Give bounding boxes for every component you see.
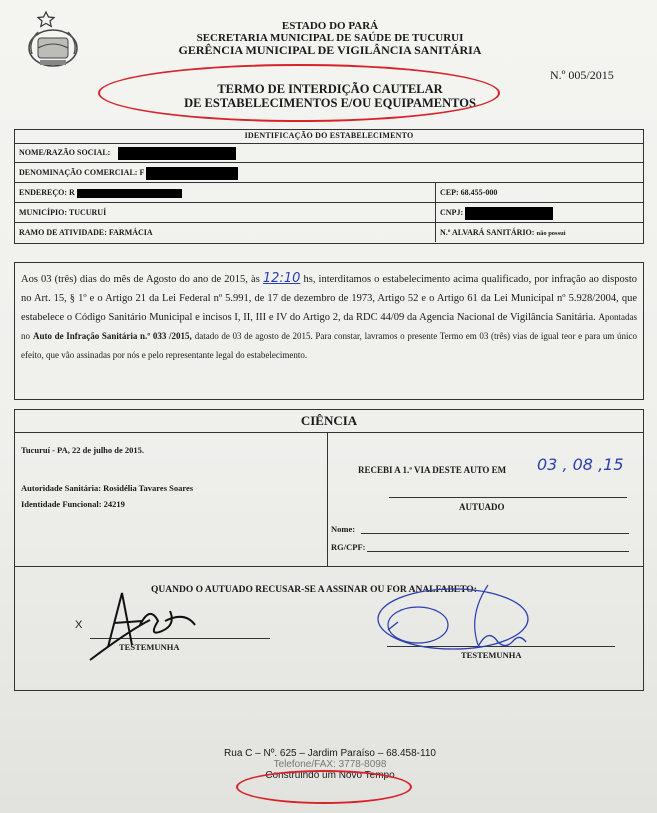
autuado-label: AUTUADO xyxy=(459,502,505,512)
witness-1-signature xyxy=(70,585,220,665)
cnpj-field xyxy=(435,203,646,222)
paragraph-part-5: datado de 03 de agosto de 2015. Para constar, lavramos o presente Termo em 03 (três) vias de igual teor e para um único efeito, que vão assinadas por nós e pelo representante legal do estabelecimento. xyxy=(21,331,638,360)
identification-section xyxy=(14,129,644,244)
ciencia-horizontal-rule xyxy=(15,566,643,567)
identification-title: IDENTIFICAÇÃO DO ESTABELECIMENTO xyxy=(15,130,643,144)
redacted-name xyxy=(118,147,236,160)
footer-motto: Construindo um Novo Tempo xyxy=(265,770,395,781)
redacted-cnpj xyxy=(465,207,553,220)
redacted-trade-name xyxy=(146,167,238,180)
ciencia-divider xyxy=(327,432,328,566)
interdiction-paragraph xyxy=(14,262,644,400)
rg-cpf-line[interactable] xyxy=(367,551,629,552)
state-name: ESTADO DO PARÁ xyxy=(281,20,379,32)
received-label: RECEBI A 1.ª VIA DESTE AUTO EM xyxy=(358,465,507,475)
infraction-notice-ref: Auto de Infração Sanitária n.º 033 /2015, xyxy=(33,331,192,341)
name-field-line[interactable] xyxy=(361,533,629,534)
document-header xyxy=(120,20,540,56)
activity-row xyxy=(15,223,643,243)
place-date: Tucuruí - PA, 22 de julho de 2015. xyxy=(21,445,145,455)
handwritten-receipt-date: 03 , 08 ,15 xyxy=(537,455,624,474)
permit-label: N.º ALVARÁ SANITÁRIO: xyxy=(440,228,535,237)
cnpj-label: CNPJ: xyxy=(440,208,464,217)
footer-phone: Telefone/FAX: 3778-8098 xyxy=(273,759,387,770)
autuado-signature-line xyxy=(389,497,627,498)
trade-name-row xyxy=(15,163,643,183)
trade-name-prefix: F xyxy=(139,168,145,177)
name-label: NOME/RAZÃO SOCIAL: xyxy=(19,148,111,157)
name-field-label: Nome: xyxy=(331,524,356,534)
paragraph-part-2: hs, interditamos o estabelecimento acima qualificado, por infração ao disposto no Art. 15, § 1º e o Artigo 21 da Lei Federal nº 5.991, de 17 de dezembro de 1973, Artigo 52 e o Artigo 61 da Lei Municipal nº 5.928/2004, que estabelece o Código Sanitário Municipal e incisos I, II, III e IV do Artigo 2, da RDC 44/09 da Agencia Nacional de Vigilância Sanitária. xyxy=(21,274,638,323)
title-line-2: DE ESTABELECIMENTOS E/OU EQUIPAMENTOS xyxy=(184,96,476,110)
management-name: GERÊNCIA MUNICIPAL DE VIGILÂNCIA SANITÁRIA xyxy=(178,43,482,57)
footer-address: Rua C – Nº. 625 – Jardim Paraíso – 68.458-110 xyxy=(224,748,436,759)
witness-mark: X xyxy=(75,619,83,631)
ciencia-title: CIÊNCIA xyxy=(15,410,643,433)
permit-value: não possui xyxy=(536,230,566,237)
trade-name-label: DENOMINAÇÃO COMERCIAL: xyxy=(19,168,138,177)
health-authority: Autoridade Sanitária: Rosidélia Tavares Soares xyxy=(21,483,194,493)
permit-field xyxy=(435,223,646,242)
secretariat-name: SECRETARIA MUNICIPAL DE SAÚDE DE TUCURUI xyxy=(196,32,464,44)
address-prefix: R xyxy=(69,188,75,197)
redacted-address xyxy=(77,189,182,198)
city-label: MUNICÍPIO: TUCURUÍ xyxy=(19,208,107,217)
handwritten-time: 12:10 xyxy=(262,271,301,286)
name-row xyxy=(15,143,643,163)
address-label: ENDEREÇO: xyxy=(19,188,68,197)
witness-2-label: TESTEMUNHA xyxy=(461,650,522,660)
witness-1-label: TESTEMUNHA xyxy=(119,642,180,652)
activity-label: RAMO DE ATIVIDADE: FARMÁCIA xyxy=(19,228,153,237)
title-annotation-oval xyxy=(98,64,500,122)
paragraph-part-1: Aos 03 (três) dias do mês de Agosto do ano de 2015, às xyxy=(21,274,260,285)
document-number: N.º 005/2015 xyxy=(550,68,614,82)
title-line-1: TERMO DE INTERDIÇÃO CAUTELAR xyxy=(217,82,443,96)
witness-2-signature xyxy=(348,575,558,667)
refusal-instruction: QUANDO O AUTUADO RECUSAR-SE A ASSINAR OU FOR ANALFABETO: xyxy=(151,585,477,595)
address-row xyxy=(15,183,643,203)
paragraph-part-3: Apontadas no xyxy=(21,312,637,341)
city-row xyxy=(15,203,643,223)
rg-cpf-label: RG/CPF: xyxy=(331,542,366,552)
cep-field: CEP: 68.455-000 xyxy=(435,183,646,202)
functional-id: Identidade Funcional: 24219 xyxy=(21,499,125,509)
motto-annotation-oval xyxy=(236,770,412,804)
coat-of-arms-logo xyxy=(24,8,82,70)
